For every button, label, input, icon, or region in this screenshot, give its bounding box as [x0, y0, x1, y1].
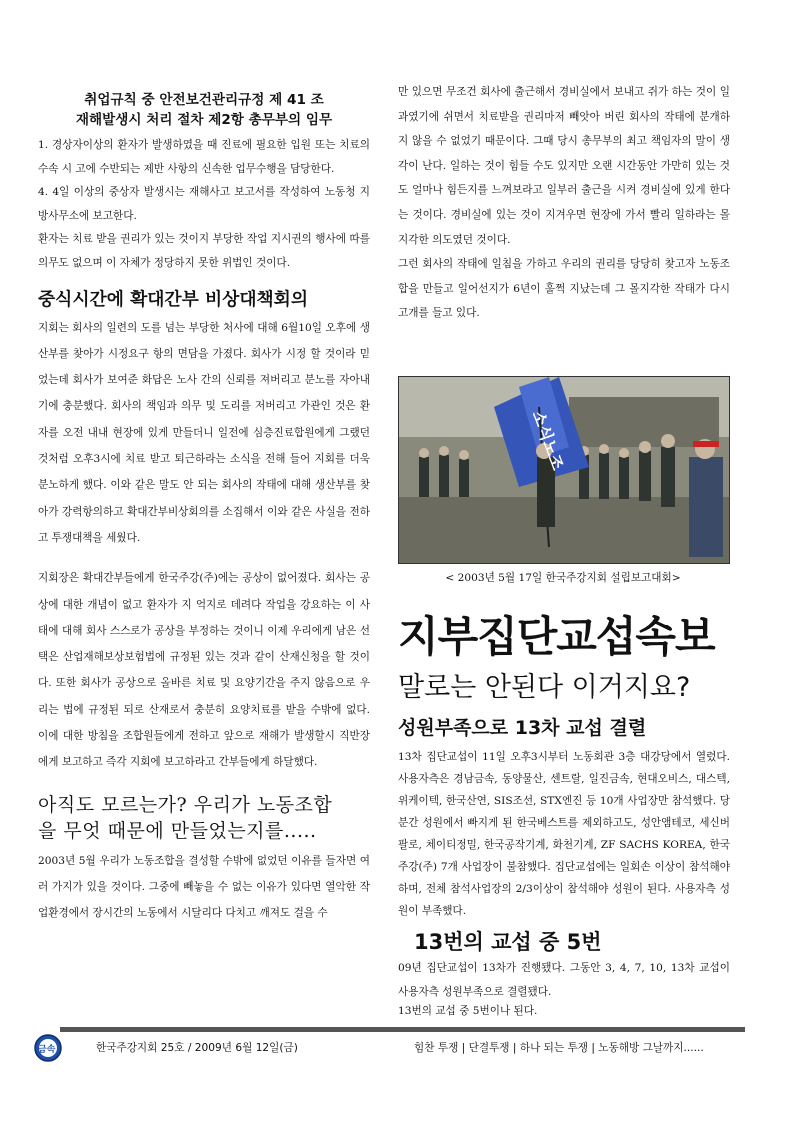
footer-slogans: 힘찬 투쟁 | 단결투쟁 | 하나 되는 투쟁 | 노동해방 그날까지...... — [414, 1042, 704, 1054]
rally-photo — [398, 376, 730, 564]
photo-banner-text: 소식노조 — [528, 408, 568, 473]
headline-third: 성원부족으로 13차 교섭 결렬 — [398, 717, 647, 739]
logo-text: 금속 — [38, 1045, 56, 1055]
continued-paragraph: 만 있으면 무조건 회사에 출근해서 경비실에서 보내고 쥐가 하는 것이 일과였기에 쉬면서 치료받을 권리마저 빼앗아 버린 회사의 작태에 분개하지 않을 수 없었기 때문이다. 그때 당시 총무부의 최고 책임자의 말이 생각이 난다. 일하는 것이 힘들 수도 있지만 오랜 시간동안 가만히 있는 것도 얼마나 힘든지를 느껴보라고 일부러 출근을 시켜 경비실에 있게 한다는 것이다. 경비실에 있는 것이 지겨우면 현장에 가서 빨리 일하라는 몰지각한 의도였던 것이다. 그런 회사의 작태에 일침을 가하고 우리의 권리를 당당히 찾고자 노동조합을 만들고 일어선지가 6년이 훌쩍 지났는데 그 몰지각한 작태가 다시 고개를 들고 있다. — [398, 86, 730, 320]
photo-caption: < 2003년 5월 17일 한국주강지회 설립보고대회> — [445, 572, 681, 584]
why-paragraph: 2003년 5월 우리가 노동조합을 결성할 수밖에 없었던 이유를 들자면 여러 가지가 있을 것이다. 그중에 빼놓을 수 없는 이유가 있다면 열악한 작업환경에서 장시간의 노동에서 시달리다 다치고 깨져도 걸을 수 — [38, 854, 370, 920]
meeting-title: 중식시간에 확대간부 비상대책회의 — [38, 288, 309, 310]
why-title-line1: 아직도 모르는가? 우리가 노동조합 — [38, 793, 333, 816]
meeting-paragraph-1: 지회는 회사의 일련의 도를 넘는 부당한 처사에 대해 6월10일 오후에 생산부를 찾아가 시정요구 항의 면담을 가졌다. 회사가 시정 할 것이라 믿었는데 회사가 보여준 화답은 노사 간의 신뢰를 져버리고 분노를 자아내기에 충분했다. 회사의 책임과 의무 및 도리를 저버리고 가관인 것은 환자를 오전 내내 현장에 있게 만들더니 일전에 심층진료합원에게 그랬던 것처럼 오후3시에 치료 받고 퇴근하라는 소식을 전해 들어 지회를 더욱 분노하게 했다. 이와 같은 말도 안 되는 회사의 작태에 대해 생산부를 찾아가 강력항의하고 확대간부비상회의를 소집해서 이와 같은 사실을 전하고 투쟁대책을 세웠다. — [38, 321, 370, 544]
right-column — [398, 82, 730, 326]
left-column — [38, 82, 370, 927]
talks-paragraph-3: 13번의 교섭 중 5번이나 된다. — [398, 1005, 538, 1017]
talks-paragraph: 13차 집단교섭이 11일 오후3시부터 노동회관 3층 대강당에서 열렸다. 사용자측은 경남금속, 동양물산, 센트랄, 일진금속, 현대오비스, 대스텍, 위케이텍, 한국산연, SIS조선, STX엔진 등 10개 사업장만 참석했다. 당분간 성원에서 빠지게 된 한국베스트를 제외하고도, 성안앰테코, 세신버팔로, 체이티정밀, 한국공작기계, 화천기계, ZF SACHS KOREA, 한국주강(주) 7개 사업장이 불참했다. 집단교섭에는 일회손 이상이 참석해야 하며, 전체 참석사업장의 2/3이상이 참석해야 성원이 된다. 사용자측 성원이 부족했다. — [398, 751, 730, 917]
footer-divider — [60, 1027, 745, 1032]
rules-title-line2: 재해발생시 처리 절차 제2항 총무부의 임무 — [75, 112, 333, 128]
union-logo — [34, 1034, 62, 1062]
headline-sub: 말로는 안된다 이거지요? — [398, 672, 691, 703]
footer-issue-info: 한국주강지회 25호 / 2009년 6월 12일(금) — [96, 1042, 298, 1054]
rules-paragraph: 1. 경상자이상의 환자가 발생하였을 때 진료에 필요한 입원 또는 치료의 수속 시 고에 수반되는 제반 사항의 신속한 업무수행을 담당한다. 4. 4일 이상의 중상자 발생시는 재해사고 보고서를 작성하여 노동청 지방사무소에 보고한다. 환자는 치료 받을 권리가 있는 것이지 부당한 작업 지시권의 행사에 따를 의무도 없으며 이 자체가 정당하지 못한 위법인 것이다. — [38, 139, 370, 269]
talks-paragraph-2: 09년 집단교섭이 13차가 진행됐다. 그동안 3, 4, 7, 10, 13차 교섭이 사용자측 성원부족으로 결렬됐다. — [398, 962, 730, 998]
why-title-line2: 을 무엇 때문에 만들었는지를..... — [38, 819, 317, 842]
headline-main: 지부집단교섭속보 — [398, 612, 715, 661]
rally-photo-image — [399, 377, 729, 563]
meeting-paragraph-2: 지회장은 확대간부들에게 한국주강(주)에는 공상이 없어졌다. 회사는 공상에 대한 개념이 없고 환자가 지 억지로 데려다 작업을 강요하는 이 사태에 대해 회사 스스로가 공상을 부정하는 것이니 이제 우리에게 남은 선택은 산업재해보상보험법에 규정된 있는 것과 같이 산재신청을 할 것이다. 또한 회사가 공상으로 올바른 치료 및 요양기간을 주지 않음으로 우리는 법에 규정된 되로 산재로서 충분히 요양치료를 받을 수밖에 없다. 이에 대한 방침을 조합원들에게 전하고 앞으로 재해가 발생할시 직반장에게 보고하고 즉각 지회에 보고하라고 간부들에게 하달했다. — [38, 572, 370, 769]
rules-title-line1: 취업규칙 중 안전보건관리규정 제 41 조 — [84, 92, 324, 108]
headline-fourth: 13번의 교섭 중 5번 — [414, 930, 602, 954]
